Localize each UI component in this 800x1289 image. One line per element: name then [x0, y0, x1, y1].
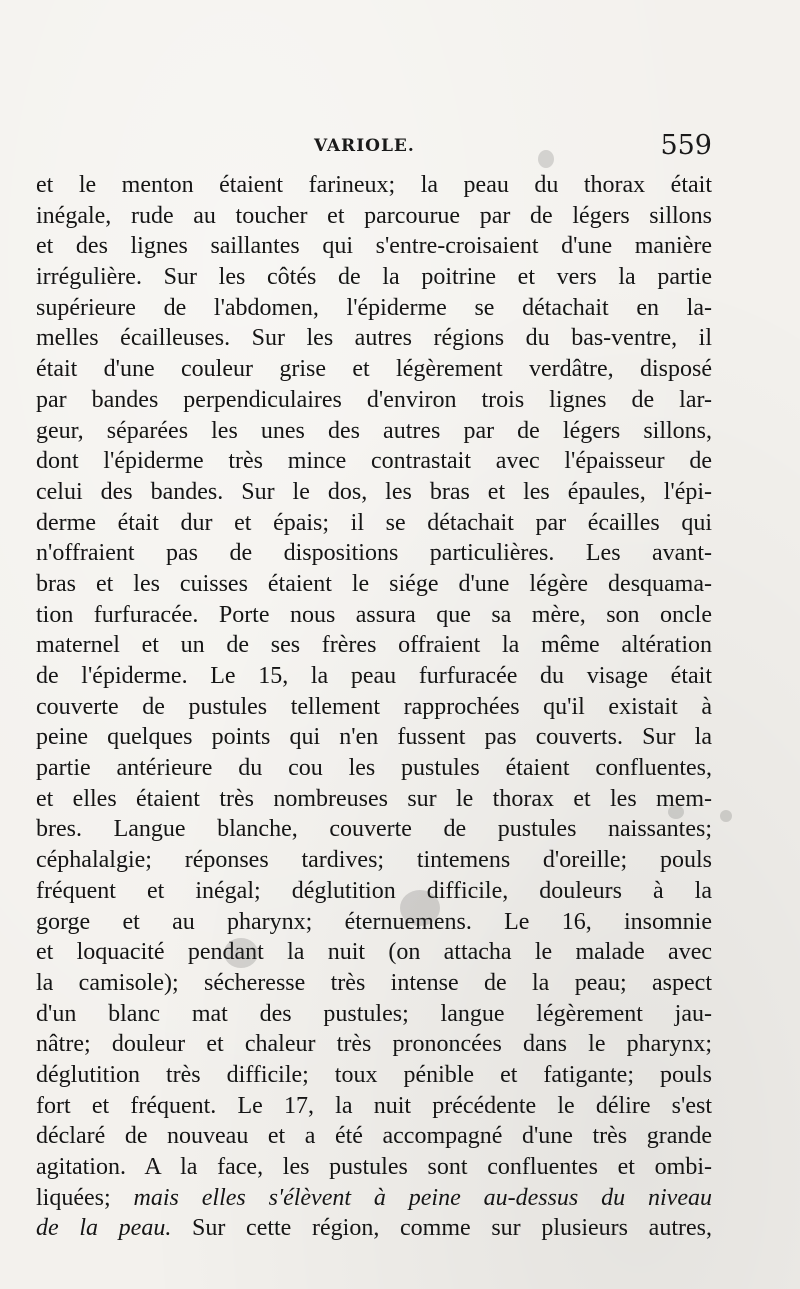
ink-blot: [720, 810, 732, 822]
text-line: de l'épiderme. Le 15, la peau furfuracée du visage était: [36, 663, 712, 689]
text-line: n'offraient pas de dispositions particulières. Les avant-: [36, 540, 712, 567]
page-header: [36, 130, 712, 170]
roman-text: Sur cette région, comme sur plusieurs autres,: [171, 1215, 712, 1242]
text-line: peine quelques points qui n'en fussent pas couverts. Sur la: [36, 724, 712, 751]
text-line: couverte de pustules tellement rapprochées qu'il existait à: [36, 693, 712, 720]
text-line: déclaré de nouveau et a été accompagné d'une très grande: [36, 1123, 712, 1150]
text-line: gorge et au pharynx; éternuemens. Le 16, insomnie: [36, 908, 712, 935]
text-line: fréquent et inégal; déglutition difficile, douleurs à la: [36, 877, 712, 904]
body-text: [36, 170, 712, 1244]
running-head: VARIOLE.: [314, 136, 415, 156]
text-line: d'un blanc mat des pustules; langue légèrement jau-: [36, 1000, 712, 1027]
text-line: la camisole); sécheresse très intense de la peau; aspect: [36, 969, 712, 996]
text-line: déglutition très difficile; toux pénible et fatigante; pouls: [36, 1061, 712, 1088]
text-line: agitation. A la face, les pustules sont confluentes et ombi-: [36, 1154, 712, 1180]
text-line: inégale, rude au toucher et parcourue par de légers sillons: [36, 202, 712, 229]
text-line: derme était dur et épais; il se détachait par écailles qui: [36, 509, 712, 536]
text-line: tion furfuracée. Porte nous assura que sa mère, son oncle: [36, 601, 712, 628]
text-line: partie antérieure du cou les pustules étaient confluentes,: [36, 755, 712, 782]
page-number: 559: [660, 130, 712, 161]
roman-text: liquées;: [36, 1184, 134, 1211]
text-line: et le menton étaient farineux; la peau du thorax était: [36, 172, 712, 198]
text-line-mixed: [36, 1183, 712, 1214]
text-line-mixed: [36, 1213, 712, 1244]
text-line: par bandes perpendiculaires d'environ trois lignes de lar-: [36, 386, 712, 413]
text-line: et elles étaient très nombreuses sur le thorax et les mem-: [36, 785, 712, 812]
text-line: melles écailleuses. Sur les autres régions du bas-ventre, il: [36, 325, 712, 352]
text-line: maternel et un de ses frères offraient la même altération: [36, 632, 712, 659]
text-line: nâtre; douleur et chaleur très prononcées dans le pharynx;: [36, 1031, 712, 1058]
text-line: dont l'épiderme très mince contrastait avec l'épaisseur de: [36, 448, 712, 475]
italic-text: de la peau.: [36, 1215, 172, 1242]
text-line: fort et fréquent. Le 17, la nuit précédente le délire s'est: [36, 1092, 712, 1119]
text-line: et loquacité pendant la nuit (on attacha le malade avec: [36, 939, 712, 966]
text-line: celui des bandes. Sur le dos, les bras et les épaules, l'épi-: [36, 478, 712, 505]
text-line: irrégulière. Sur les côtés de la poitrine et vers la partie: [36, 264, 712, 291]
text-line: bras et les cuisses étaient le siége d'une légère desquama-: [36, 570, 712, 597]
text-line: céphalalgie; réponses tardives; tintemens d'oreille; pouls: [36, 847, 712, 874]
text-line: geur, séparées les unes des autres par de légers sillons,: [36, 417, 712, 444]
text-line: supérieure de l'abdomen, l'épiderme se détachait en la-: [36, 294, 712, 321]
text-line: était d'une couleur grise et légèrement verdâtre, disposé: [36, 356, 712, 383]
italic-text: mais elles s'élèvent à peine au-dessus du niveau: [133, 1184, 712, 1211]
text-line: et des lignes saillantes qui s'entre-croisaient d'une manière: [36, 233, 712, 260]
text-line: bres. Langue blanche, couverte de pustules naissantes;: [36, 816, 712, 843]
